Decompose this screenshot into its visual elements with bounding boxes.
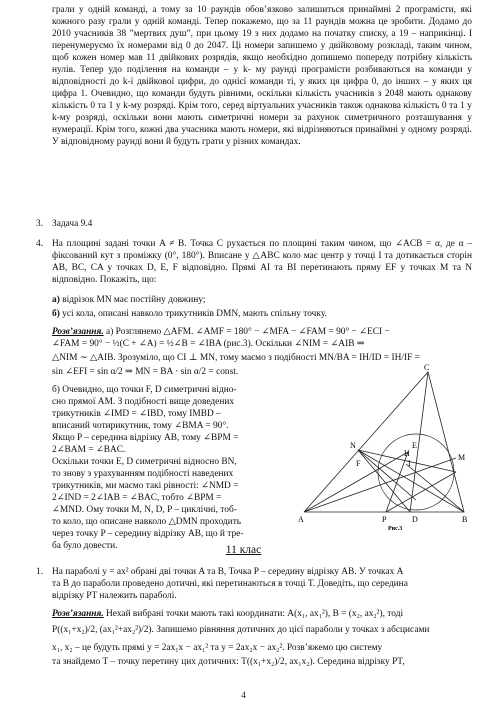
sol-b-line-9: 2∠IND = 2∠IAB = ∠BAC, тобто ∠BPM = xyxy=(52,493,222,503)
sol-a-line-0: а) Розглянемо △AFM. ∠AMF = 180° − ∠MFA − ∠FAM = 90° − ∠ECI − xyxy=(106,327,390,337)
item-4-a-label: а) xyxy=(52,295,60,305)
sol2-line-0: Нехай вибрані точки мають такі координати: A(x₁, ax₁²), B = (x₂, ax₂²), тоді xyxy=(106,609,404,619)
sol-b-line-6: Оскільки точки E, D симетричні відносно BN, xyxy=(52,457,237,467)
figure-label-N: N xyxy=(350,441,356,450)
figure-label-P: P xyxy=(382,515,387,524)
sol-b-line-0: б) Очевидно, що точки F, D симетричні відно- xyxy=(52,385,237,395)
geometry-figure xyxy=(296,363,476,532)
figure-label-M: M xyxy=(458,453,466,462)
item-1-line-2: відрізку PT належить параболі. xyxy=(52,591,177,601)
figure-label-A: A xyxy=(298,515,304,524)
sol-b-line-4: Якщо P – середина відрізку AB, тому ∠BPM = xyxy=(52,433,239,443)
sol-b-line-11: то коло, що описане навколо △DMN проходить xyxy=(52,517,242,527)
sol2-line-2: x₁, x₂ – це будуть прямі y = 2ax₁x − ax₁² та y = 2ax₂x − ax₂². Розв’яжемо цю систему xyxy=(52,643,383,653)
figure-caption: Рис.3 xyxy=(388,526,403,532)
item-4-b-text: усі кола, описані навколо трикутників DMN, мають спільну точку. xyxy=(62,309,327,319)
sol-b-line-7: то знову з урахуванням подібності наведених xyxy=(52,469,234,479)
sol-a-line-2: △NIM ∼ △AIB. Зрозуміло, що CI ⊥ MN, тому маємо з подібності MN/BA = IH/ID = IH/IF = xyxy=(52,353,420,363)
sol-b-line-1: сно прямої AM. З подібності вище доведених xyxy=(52,397,235,407)
sol-b-line-8: трикутників, ми маємо такі рівності: ∠NMD = xyxy=(52,481,239,491)
sol-b-block xyxy=(52,384,284,552)
sol-b-line-13: ба було довести. xyxy=(52,541,118,551)
figure-label-I: I xyxy=(408,459,411,468)
item-4-b-label: б) xyxy=(52,309,60,319)
sol2-line-3: та знайдемо T – точку перетину цих дотичних: T((x₁+x₂)/2, ax₁x₂). Середина відрізку PT, xyxy=(52,657,405,667)
sol2-line-1: P((x₁+x₂)/2, (ax₁²+ax₂²)/2). Запишемо рівняння дотичних до цієї параболи у точках з абсцисами xyxy=(52,625,430,635)
sol2-label: Розв’язання. xyxy=(52,609,104,619)
item-4-a-text: відрізок MN має постійну довжину; xyxy=(62,295,206,305)
figure-label-E: E xyxy=(412,441,417,450)
sol-b-line-10: ∠MND. Ому точки M, N, D, P – циклічні, тоб- xyxy=(52,505,237,515)
sol-b-line-3: вписаний чотирикутник, тому ∠BMA = 90°. xyxy=(52,421,229,431)
sol-a-line-1: ∠FAM = 90° − ½(C + ∠A) = ½∠B = ∠IBA (рис.3). Оскільки ∠NIM = ∠AIB ⇒ xyxy=(52,339,365,349)
sol-a-line-3: sin ∠EFI = sin α/2 ⇒ MN = BA · sin α/2 = const. xyxy=(52,367,239,377)
figure-label-H: H xyxy=(404,449,410,458)
page-number: 4 xyxy=(241,690,246,700)
sol2-line-0-wrap xyxy=(52,608,472,620)
sol-b-line-12: через точку P – середину відрізку AB, що й тре- xyxy=(52,529,244,539)
figure-label-D: D xyxy=(412,515,418,524)
sol-b-line-2: трикутників ∠IMD = ∠IBD, тому IMBD – xyxy=(52,409,221,419)
figure-label-C: C xyxy=(424,363,430,372)
item-4-text: На площині задані точки A ≠ B. Точка C рухається по площині таким чином, що ∠ACB = α, де α – фіксований кут з проміжку (0°, 180°). Вписане у △ABC коло має центр у точці I та дотикається сторін AB, BC, CA у точках D, E, F відповідно. Прямі AI та BI перетинають пряму EF у точках M та N відповідно. Покажіть, що: xyxy=(52,239,472,285)
item-4-b xyxy=(52,308,472,320)
triangle-abc xyxy=(304,372,464,512)
item-1-line-0: На параболі y = ax² обрані дві точки A та B, Точка P – середину відрізку AB. У точках A xyxy=(52,567,404,577)
item-4-number: 4. xyxy=(36,239,44,249)
item-1-line-1: та B до параболи проведено дотичні, які перетинаються в точці T. Доведіть, що середина xyxy=(52,579,408,589)
item-3-text: Задача 9.4 xyxy=(52,219,93,229)
intro-paragraph: грали у одній команді, а тому за 10 раундів обов’язково залишиться принаймні 2 програмісти, які кожного разу грали у одній команді. Тепер покажемо, що за 11 раундів можна це зробити. Додамо до 2010 учасників 38 ”мертвих душ”, при цьому 19 з них додамо на початку списку, а 19 – наприкінці. І перенумеруємо їх номерами від 0 до 2047. Ці номери запишемо у двійковому розкладі, таким чином, щоб кожен номер мав 11 двійкових розрядів, якщо необхідно допишемо попереду потрібну кількість нулів. Тепер удо поділення на команди – у k- му раунді програмісти розбиваються на команди у відповідності до k-ї двійкової цифри, до однієї команди ті, у яких ця цифра 0, до інших – у яких ця цифра 1. Очевидно, що команди будуть рівними, оскільки кількість учасників з 2048 мають однакову кількість 0 та 1 у k-му розряді. Крім того, серед віртуальних учасників також однакова кількість 0 та 1 у k-му розряді, оскільки вони мають симетричні номери за рахунок симетричного розташування у нумерації. Крім того, кожні два учасника мають номери, які відрізняються принаймні у одному розряді. У відповідному раунді вони й будуть грати у різних командах. xyxy=(52,5,472,147)
item-1-number: 1. xyxy=(36,567,44,577)
figure-label-F: F xyxy=(356,459,361,468)
item-3-number: 3. xyxy=(36,219,44,229)
solution-label: Розв’язання. xyxy=(52,327,104,337)
figure-label-B: B xyxy=(462,515,468,524)
solution-a xyxy=(52,326,472,338)
sol-b-line-5: 2∠BAM = ∠BAC. xyxy=(52,445,126,455)
item-4-a xyxy=(52,294,472,306)
grade-heading: 11 клас xyxy=(225,544,262,556)
